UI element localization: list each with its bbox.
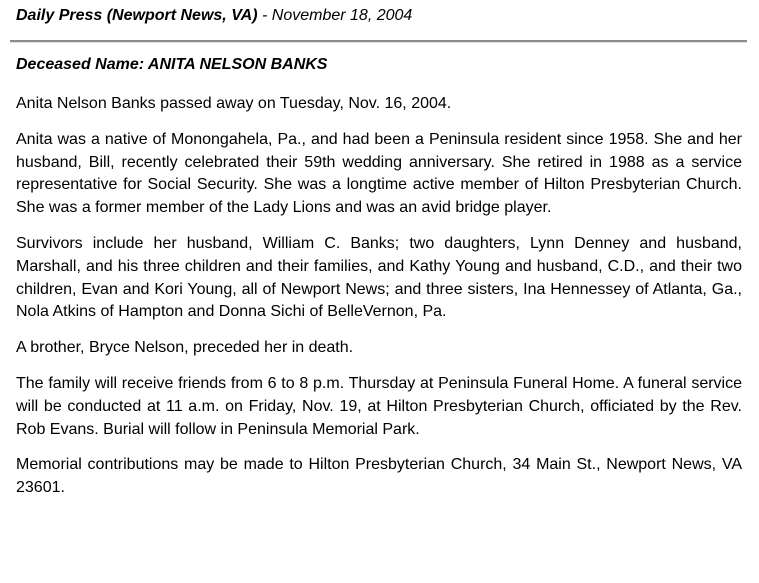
publication-header bbox=[16, 7, 412, 25]
obituary-body bbox=[16, 93, 742, 513]
publication-date: November 18, 2004 bbox=[271, 7, 413, 24]
paragraph-memorial: Memorial contributions may be made to Hilton Presbyterian Church, 34 Main St., Newport News, VA 23601. bbox=[16, 456, 742, 497]
deceased-name-heading: Deceased Name: ANITA NELSON BANKS bbox=[16, 56, 328, 73]
header-separator: - bbox=[257, 7, 272, 24]
publication-name: Daily Press (Newport News, VA) bbox=[16, 7, 258, 24]
paragraph-biography: Anita was a native of Monongahela, Pa., and had been a Peninsula resident since 1958. She and her husband, Bill, recently celebrated their 59th wedding anniversary. She retired in 1988 as a service representative for Social Security. She was a longtime active member of Hilton Presbyterian Church. She was a former member of the Lady Lions and was an avid bridge player. bbox=[16, 130, 742, 217]
header-divider bbox=[10, 40, 747, 43]
paragraph-survivors: Survivors include her husband, William C. Banks; two daughters, Lynn Denney and husband, Marshall, and his three children and their families, and Kathy Young and husband, C.D., and their two children, Evan and Kori Young, all of Newport News; and three sisters, Ina Hennessey of Atlanta, Ga., Nola Atkins of Hampton and Donna Sichi of BelleVernon, Pa. bbox=[16, 234, 742, 321]
paragraph-preceded: A brother, Bryce Nelson, preceded her in death. bbox=[16, 339, 354, 357]
paragraph-services: The family will receive friends from 6 to 8 p.m. Thursday at Peninsula Funeral Home. A funeral service will be conducted at 11 a.m. on Friday, Nov. 19, at Hilton Presbyterian Church, officiated by the Rev. Rob Evans. Burial will follow in Peninsula Memorial Park. bbox=[16, 374, 742, 438]
paragraph-death-notice: Anita Nelson Banks passed away on Tuesday, Nov. 16, 2004. bbox=[16, 95, 452, 112]
